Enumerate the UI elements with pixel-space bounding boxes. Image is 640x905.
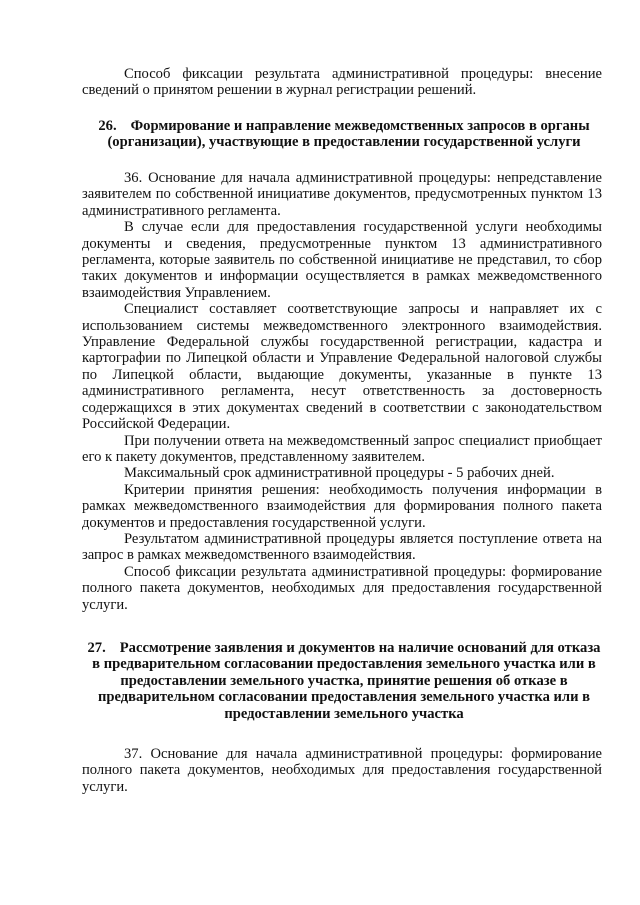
paragraph: Способ фиксации результата административной процедуры: внесение сведений о принятом решении в журнал регистрации решений. [82, 66, 602, 99]
section-26-body [82, 170, 602, 613]
paragraph: Максимальный срок административной процедуры - 5 рабочих дней. [124, 465, 555, 482]
paragraph: При получении ответа на межведомственный запрос специалист приобщает его к пакету документов, представленному заявителем. [82, 432, 602, 465]
paragraph: 36. Основание для начала административной процедуры: непредставление заявителем по собственной инициативе документов, предусмотренных пунктом 13 административного регламента. [82, 170, 602, 219]
paragraph: Результатом административной процедуры является поступление ответа на запрос в рамках межведомственного взаимодействия. [82, 530, 602, 564]
section-title: Рассмотрение заявления и документов на наличие оснований для отказа в предварительном согласовании предоставления земельного участка или в предоставлении земельного участка, принятие решения об отказе в предварительном согласовании предоставления земельного участка или в предоставлении земельного участка [92, 640, 601, 722]
section-number: 27. [87, 640, 106, 656]
section-27-heading [86, 640, 602, 722]
paragraph-intro [82, 66, 602, 99]
section-number: 26. [98, 118, 117, 134]
section-27-body [82, 746, 602, 795]
section-title: Формирование и направление межведомственных запросов в органы (организации), участвующие в предоставлении государственной услуги [107, 118, 590, 151]
paragraph: Специалист составляет соответствующие запросы и направляет их с использованием системы межведомственного электронного взаимодействия. Управление Федеральной службы государственной регистрации, кадастра и картографии по Липецкой области и Управление Федеральной налоговой службы по Липецкой области, выдающие документы, указанные в пункте 13 административного регламента, несут ответственность за достоверность содержащихся в этих документах сведений в соответствии с законодательством Российской Федерации. [82, 301, 602, 433]
paragraph: Способ фиксации результата административной процедуры: формирование полного пакета документов, необходимых для предоставления государственной услуги. [82, 563, 602, 613]
section-26-heading [86, 118, 602, 151]
paragraph: Критерии принятия решения: необходимость получения информации в рамках межведомственного взаимодействия для формирования полного пакета документов и предоставления государственной услуги. [82, 481, 602, 531]
paragraph: 37. Основание для начала административной процедуры: формирование полного пакета документов, необходимых для предоставления государственной услуги. [82, 746, 602, 795]
paragraph: В случае если для предоставления государственной услуги необходимы документы и сведения, предусмотренные пунктом 13 административного регламента, которые заявитель по собственной инициативе не представил, то сбор таких документов и информации осуществляется в рамках межведомственного взаимодействия Управлением. [82, 219, 602, 301]
